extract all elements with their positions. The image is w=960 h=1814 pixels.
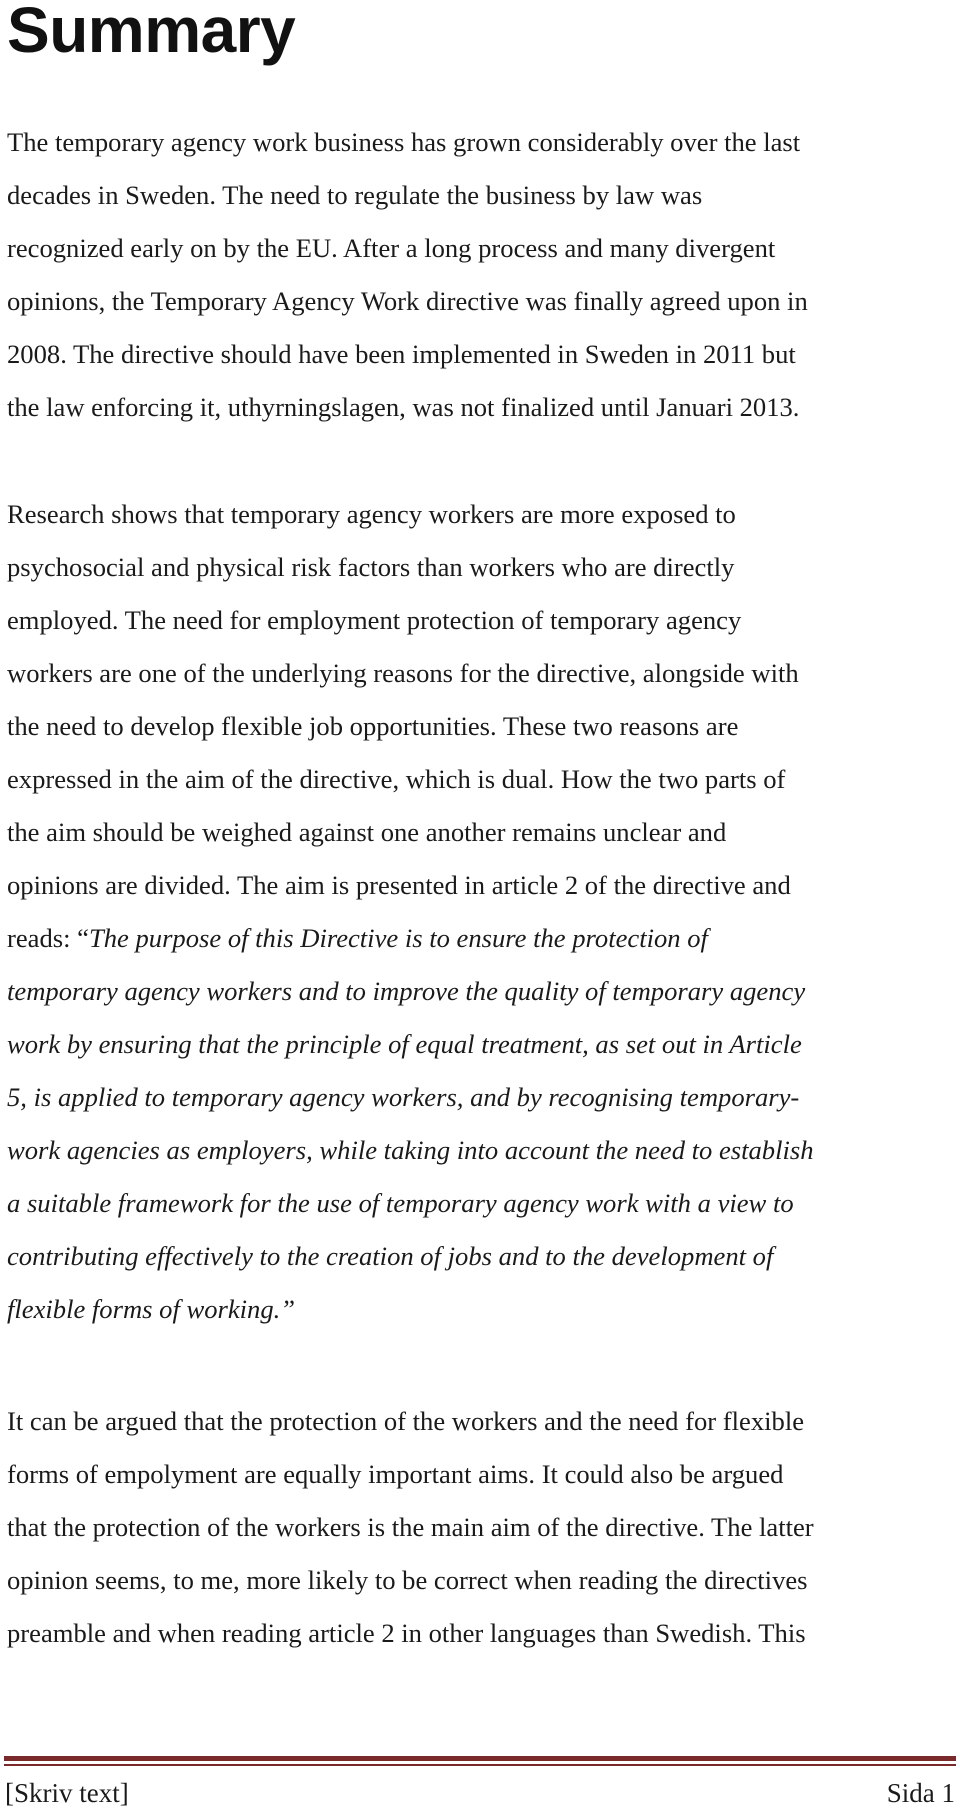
text-line bbox=[7, 1448, 957, 1501]
text-line bbox=[7, 700, 957, 753]
text-line bbox=[7, 753, 957, 806]
page-number: Sida 1 bbox=[886, 1778, 955, 1808]
text-line-content: that the protection of the workers is the main aim of the directive. The latter bbox=[7, 1512, 814, 1542]
text-line bbox=[7, 647, 957, 700]
text-line-content: reads: “ bbox=[7, 923, 89, 953]
text-line-content: psychosocial and physical risk factors than workers who are directly bbox=[7, 552, 735, 582]
text-line-content: a suitable framework for the use of temporary agency work with a view to bbox=[7, 1188, 794, 1218]
text-line bbox=[7, 116, 957, 169]
footer-rule-thick bbox=[4, 1756, 956, 1761]
text-line bbox=[7, 965, 957, 1018]
text-line-content: It can be argued that the protection of the workers and the need for flexible bbox=[7, 1406, 805, 1436]
text-line bbox=[7, 541, 957, 594]
text-line-content: work agencies as employers, while taking into account the need to establish bbox=[7, 1135, 814, 1165]
text-line bbox=[7, 594, 957, 647]
text-line-content: contributing effectively to the creation of jobs and to the development of bbox=[7, 1241, 774, 1271]
footer-rule-thin bbox=[4, 1764, 956, 1766]
text-line-content: The temporary agency work business has grown considerably over the last bbox=[7, 127, 801, 157]
footer-placeholder-text: [Skriv text] bbox=[5, 1778, 129, 1808]
text-line-content: workers are one of the underlying reasons for the directive, alongside with bbox=[7, 658, 799, 688]
text-line bbox=[7, 1501, 957, 1554]
text-line bbox=[7, 1283, 957, 1336]
text-line-content: work by ensuring that the principle of equal treatment, as set out in Article bbox=[7, 1029, 802, 1059]
text-line-content: recognized early on by the EU. After a long process and many divergent bbox=[7, 233, 776, 263]
text-line-content: opinion seems, to me, more likely to be correct when reading the directives bbox=[7, 1565, 808, 1595]
text-line bbox=[7, 1018, 957, 1071]
text-line bbox=[7, 275, 957, 328]
text-line bbox=[7, 222, 957, 275]
text-line-content: 5, is applied to temporary agency workers, and by recognising temporary- bbox=[7, 1082, 800, 1112]
text-line-content: forms of empolyment are equally important aims. It could also be argued bbox=[7, 1459, 784, 1489]
text-line bbox=[7, 1607, 957, 1660]
text-line-content: decades in Sweden. The need to regulate the business by law was bbox=[7, 180, 703, 210]
text-line-content: Research shows that temporary agency workers are more exposed to bbox=[7, 499, 736, 529]
text-line bbox=[7, 1124, 957, 1177]
quoted-text: The purpose of this Directive is to ensure the protection of bbox=[88, 923, 708, 953]
text-line-content: opinions, the Temporary Agency Work directive was finally agreed upon in bbox=[7, 286, 808, 316]
text-line bbox=[7, 859, 957, 912]
page-footer bbox=[5, 1772, 955, 1814]
text-line bbox=[7, 912, 957, 965]
text-line bbox=[7, 1395, 957, 1448]
paragraph-research bbox=[7, 488, 957, 1336]
paragraph-argument bbox=[7, 1395, 957, 1660]
text-line bbox=[7, 169, 957, 222]
text-line-content: expressed in the aim of the directive, which is dual. How the two parts of bbox=[7, 764, 786, 794]
text-line bbox=[7, 381, 957, 434]
text-line-content: opinions are divided. The aim is presented in article 2 of the directive and bbox=[7, 870, 791, 900]
text-line bbox=[7, 1177, 957, 1230]
text-line-content: the law enforcing it, uthyrningslagen, was not finalized until Januari 2013. bbox=[7, 392, 800, 422]
text-line bbox=[7, 328, 957, 381]
text-line-content: the need to develop flexible job opportunities. These two reasons are bbox=[7, 711, 739, 741]
text-line-content: flexible forms of working.” bbox=[7, 1294, 296, 1324]
text-line bbox=[7, 1230, 957, 1283]
text-line-content: preamble and when reading article 2 in other languages than Swedish. This bbox=[7, 1618, 806, 1648]
paragraph-intro bbox=[7, 116, 957, 434]
text-line bbox=[7, 1554, 957, 1607]
page-title: Summary bbox=[7, 0, 296, 66]
text-line bbox=[7, 488, 957, 541]
text-line-content: temporary agency workers and to improve the quality of temporary agency bbox=[7, 976, 806, 1006]
text-line-content: the aim should be weighed against one another remains unclear and bbox=[7, 817, 727, 847]
text-line-content: employed. The need for employment protection of temporary agency bbox=[7, 605, 742, 635]
text-line bbox=[7, 806, 957, 859]
text-line-content: 2008. The directive should have been implemented in Sweden in 2011 but bbox=[7, 339, 796, 369]
text-line bbox=[7, 1071, 957, 1124]
